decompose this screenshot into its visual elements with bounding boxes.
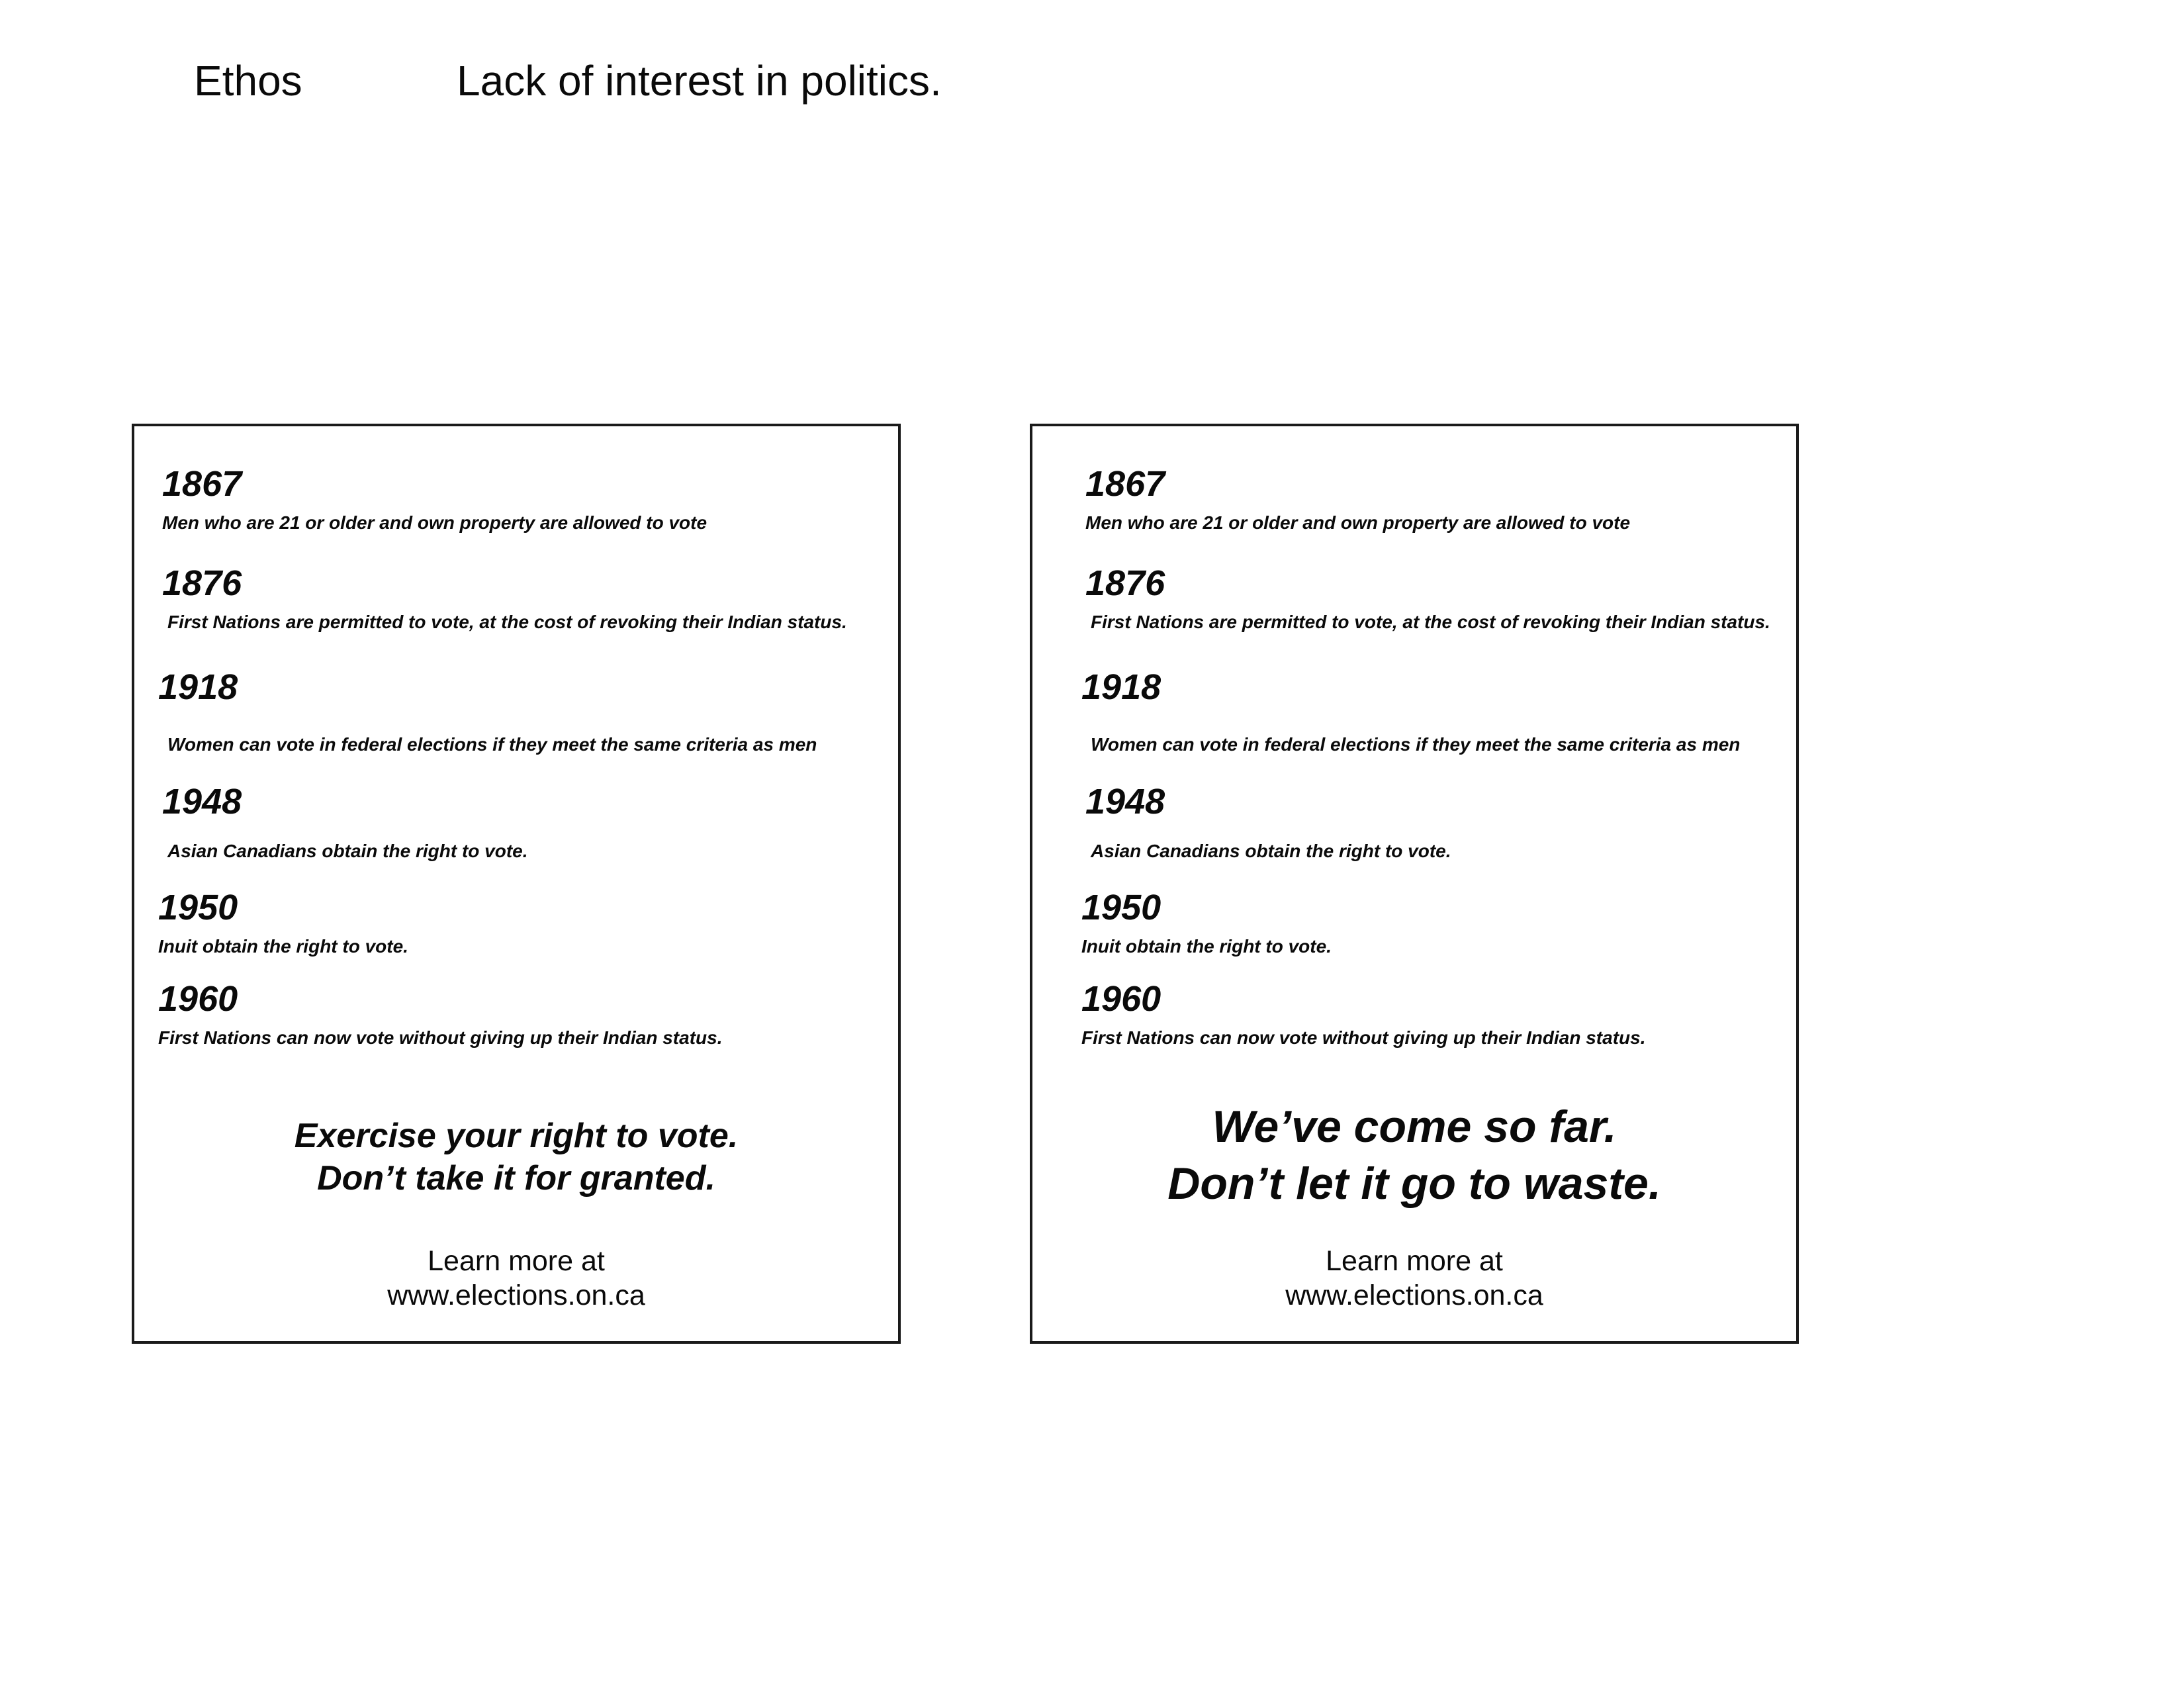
timeline-year: 1950 [158,888,238,927]
timeline-year: 1918 [158,667,238,707]
timeline-year: 1950 [1081,888,1161,927]
timeline-text: Asian Canadians obtain the right to vote. [167,841,528,861]
timeline-entry-1950 [1081,890,1332,956]
slogan-line: Don’t take it for granted. [317,1159,715,1197]
learn-more-text: Learn more at [1326,1245,1503,1277]
timeline-entry-1867 [1085,466,1630,532]
timeline-year: 1948 [162,782,242,821]
timeline-entry-1918 [158,669,817,754]
timeline-text: First Nations can now vote without giving up their Indian status. [158,1027,723,1048]
category-label: Ethos [194,57,302,105]
timeline-text: Asian Canadians obtain the right to vote. [1091,841,1451,861]
timeline-text: First Nations can now vote without giving up their Indian status. [1081,1027,1646,1048]
timeline-text: Inuit obtain the right to vote. [1081,936,1332,957]
learn-more [1032,1244,1796,1313]
timeline-text: Women can vote in federal elections if they meet the same criteria as men [1091,734,1741,755]
timeline-year: 1867 [1085,464,1165,504]
timeline-entry-1867 [162,466,707,532]
timeline-text: Women can vote in federal elections if they meet the same criteria as men [167,734,817,755]
timeline-entry-1876 [162,565,847,632]
timeline-text: First Nations are permitted to vote, at the cost of revoking their Indian status. [167,612,847,632]
slogan [1032,1098,1796,1212]
timeline-entry-1918 [1081,669,1740,754]
timeline-entry-1948 [1085,784,1451,861]
timeline-year: 1948 [1085,782,1165,821]
timeline-year: 1960 [158,979,238,1019]
learn-more-text: Learn more at [428,1245,605,1277]
timeline-year: 1960 [1081,979,1161,1019]
slogan-line: Exercise your right to vote. [294,1117,739,1155]
learn-more-url: www.elections.on.ca [1285,1280,1543,1311]
poster-draft-a [132,424,901,1344]
slogan-line: We’ve come so far. [1212,1102,1617,1152]
timeline-entry-1960 [1081,981,1645,1047]
timeline-entry-1948 [162,784,528,861]
timeline-text: Inuit obtain the right to vote. [158,936,408,957]
timeline-text: First Nations are permitted to vote, at the cost of revoking their Indian status. [1091,612,1770,632]
poster-draft-b [1030,424,1799,1344]
timeline-year: 1918 [1081,667,1161,707]
timeline-text: Men who are 21 or older and own property are allowed to vote [162,512,707,533]
slogan [134,1115,898,1199]
learn-more-url: www.elections.on.ca [387,1280,645,1311]
topic-title: Lack of interest in politics. [457,57,942,105]
timeline-year: 1876 [162,563,242,603]
timeline-entry-1960 [158,981,722,1047]
timeline-entry-1876 [1085,565,1770,632]
learn-more [134,1244,898,1313]
timeline-text: Men who are 21 or older and own property are allowed to vote [1085,512,1631,533]
slogan-line: Don’t let it go to waste. [1167,1158,1661,1209]
timeline-year: 1876 [1085,563,1165,603]
timeline-year: 1867 [162,464,242,504]
timeline-entry-1950 [158,890,408,956]
